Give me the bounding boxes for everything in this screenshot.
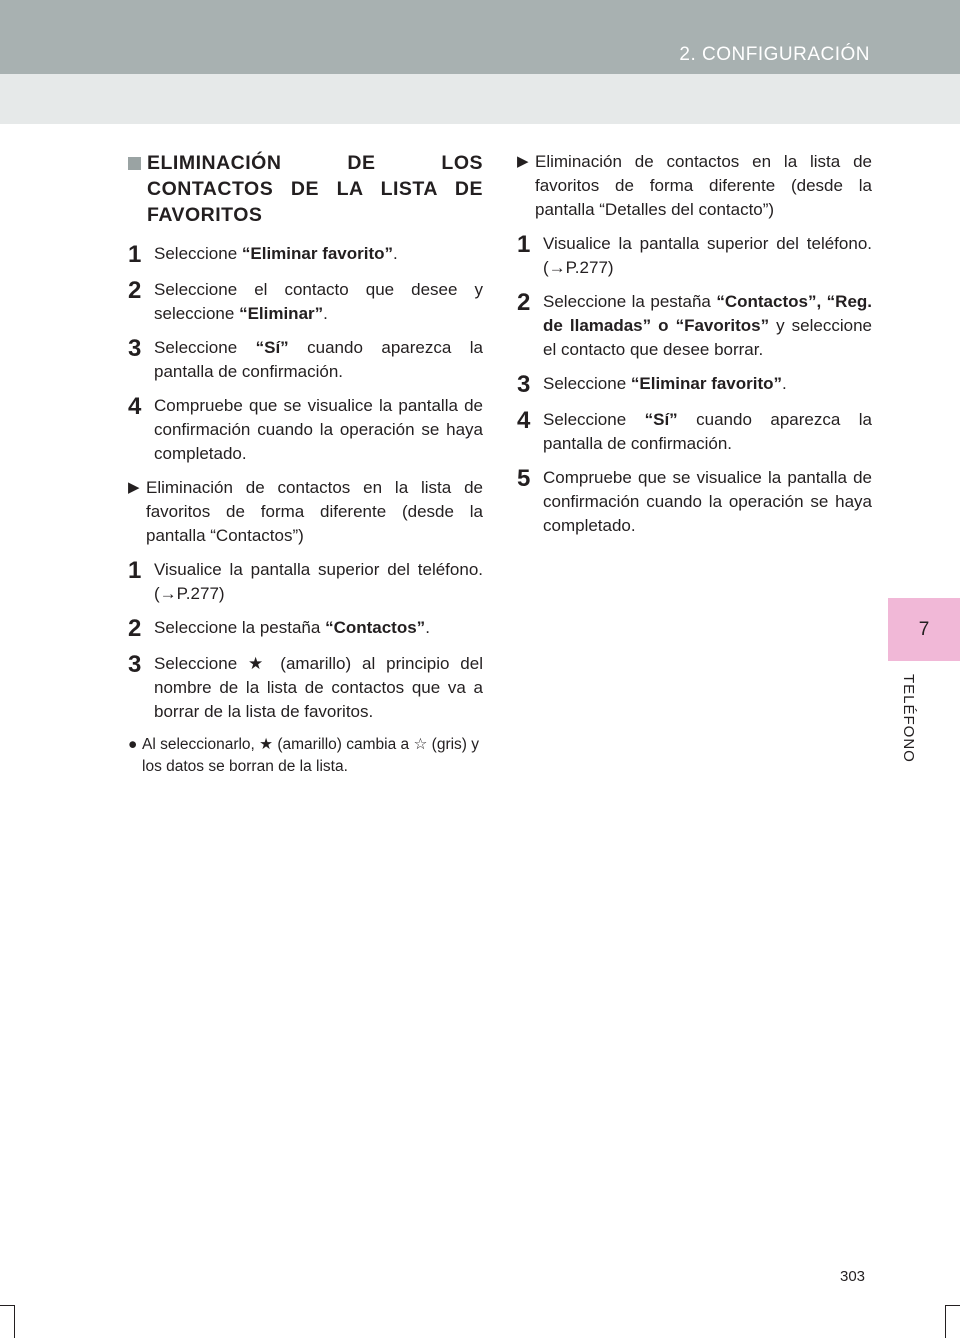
section-title: 2. CONFIGURACIÓN <box>679 44 870 65</box>
step-item: 2 Seleccione la pestaña “Contactos”. <box>128 615 430 642</box>
step-item: 2 Seleccione la pestaña “Contactos”, “Reg. de llamadas” o “Favoritos” y seleccione el contacto que desee borrar. <box>517 289 873 359</box>
step-item: 4 Seleccione “Sí” cuando aparezca la pantalla de confirmación. <box>517 407 872 453</box>
step-item: 3 Seleccione ★ (amarillo) al principio del nombre de la lista de contactos que va a borrar de la lista de favoritos. <box>128 651 483 721</box>
step-item: 1 Visualice la pantalla superior del teléfono. (→P.277) <box>517 231 872 277</box>
crop-mark <box>0 1305 14 1306</box>
chapter-number: 7 <box>918 618 930 640</box>
step-item: 1 Visualice la pantalla superior del teléfono. (→P.277) <box>128 557 483 603</box>
bullet-dot-icon: ● <box>128 736 138 753</box>
crop-mark <box>945 1305 946 1338</box>
right-column <box>517 150 872 548</box>
step-item: 4 Compruebe que se visualice la pantalla de confirmación cuando la operación se haya completado. <box>128 393 483 463</box>
step-item: 2 Seleccione el contacto que desee y seleccione “Eliminar”. <box>128 277 483 323</box>
step-item: 5 Compruebe que se visualice la pantalla de confirmación cuando la operación se haya completado. <box>517 465 872 535</box>
crop-mark <box>14 1305 15 1338</box>
page-number: 303 <box>840 1268 866 1285</box>
crop-mark <box>946 1305 960 1306</box>
note-item: ● Al seleccionarlo, ★ (amarillo) cambia a ☆ (gris) y los datos se borran de la lista. <box>128 734 483 778</box>
section-heading: ELIMINACIÓN DE LOS CONTACTOS DE LA LISTA DE FAVORITOS <box>128 150 483 228</box>
step-item: 3 Seleccione “Eliminar favorito”. <box>517 371 787 398</box>
step-item: 1 Seleccione “Eliminar favorito”. <box>128 241 398 268</box>
sub-heading: ▶ Eliminación de contactos en la lista de favoritos de forma diferente (desde la pantalla “Contactos”) <box>128 476 483 548</box>
sub-heading: ▶ Eliminación de contactos en la lista de favoritos de forma diferente (desde la pantalla “Detalles del contacto”) <box>517 150 872 222</box>
left-column <box>128 150 483 778</box>
triangle-bullet-icon: ▶ <box>517 153 529 170</box>
triangle-bullet-icon: ▶ <box>128 479 140 496</box>
step-item: 3 Seleccione “Sí” cuando aparezca la pantalla de confirmación. <box>128 335 483 381</box>
chapter-tab <box>888 598 960 661</box>
chapter-label: TELÉFONO <box>900 674 917 763</box>
square-bullet-icon <box>128 157 141 170</box>
